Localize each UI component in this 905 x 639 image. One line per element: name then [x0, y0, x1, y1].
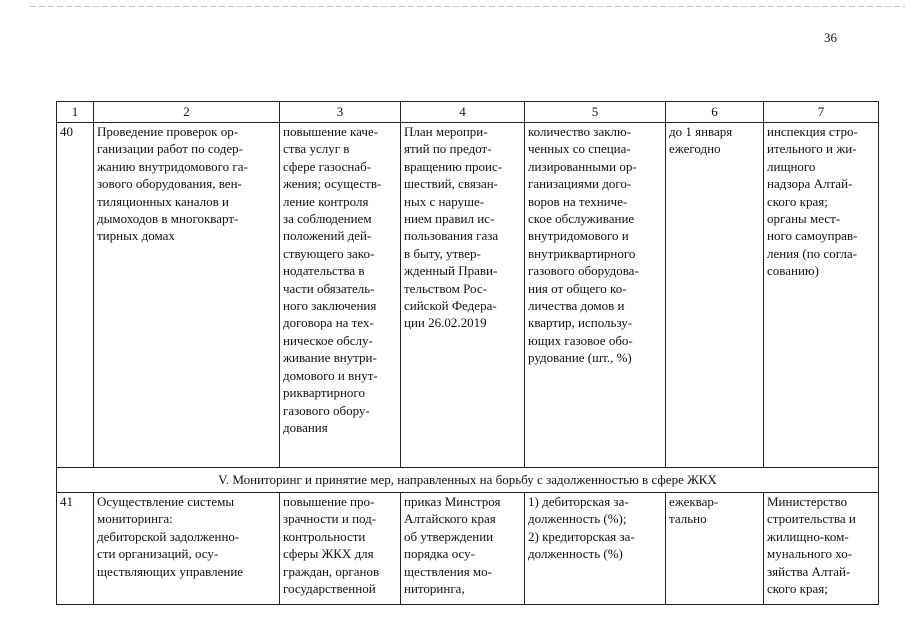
deadline-cell	[666, 123, 764, 468]
cell-text-line: личества домов и	[528, 298, 625, 314]
responsible-cell	[764, 493, 879, 605]
row-number: 41	[57, 493, 94, 605]
cell-text-line: строительства и	[767, 511, 856, 527]
cell-text-line: сфере газоснаб-	[283, 158, 372, 174]
cell-text-line: ного самоуправ-	[767, 228, 858, 244]
cell-text-line: зяйства Алтай-	[767, 563, 851, 579]
cell-text-line: жилищно-ком-	[767, 528, 849, 544]
cell-text-line: зрачности и под-	[283, 511, 377, 527]
cell-text-line: дебиторской задолженно-	[97, 528, 240, 544]
cell-text-line: внутридомового и	[528, 228, 629, 244]
cell-text-line: положений дей-	[283, 228, 372, 244]
cell-text-line: риквартирного	[283, 385, 365, 401]
goal-cell	[280, 123, 401, 468]
cell-text-line: ствующего зако-	[283, 245, 375, 261]
cell-text-line: пользования газа	[404, 228, 499, 244]
cell-text-line: 1) дебиторская за-	[528, 494, 629, 509]
cell-text-line: сованию)	[767, 263, 819, 279]
cell-text-line: лизированными ор-	[528, 158, 637, 174]
cell-text-line: ющих газовое обо-	[528, 332, 633, 348]
header-cell: 5	[525, 102, 666, 123]
cell-text-line: ченных со специа-	[528, 141, 631, 157]
cell-text-line: граждан, органов	[283, 563, 380, 579]
header-cell: 2	[94, 102, 280, 123]
cell-text-line: ганизации работ по содер-	[97, 141, 244, 157]
cell-text-line: до 1 января	[669, 124, 733, 139]
cell-text-line: жденный Прави-	[404, 263, 498, 279]
cell-text-line: воров на техниче-	[528, 193, 628, 209]
cell-text-line: тельством Рос-	[404, 280, 487, 296]
cell-text-line: сти организаций, осу-	[97, 546, 219, 562]
cell-text-line: дымоходов в многокварт-	[97, 211, 239, 227]
cell-text-line: порядка осу-	[404, 546, 475, 562]
cell-text-line: инспекция стро-	[767, 124, 858, 139]
cell-text-line: ниторинга,	[404, 581, 465, 597]
measure-name-cell	[94, 123, 280, 468]
cell-text-line: ежеквар-	[669, 494, 719, 509]
cell-text-line: жанию внутридомового га-	[97, 158, 248, 174]
cell-text-line: органы мест-	[767, 211, 841, 227]
indicator-cell	[525, 493, 666, 605]
document-cell	[401, 123, 525, 468]
cell-text-line: количество заклю-	[528, 124, 632, 139]
cell-text-line: нодательства в	[283, 263, 365, 279]
cell-text-line: Осуществление системы	[97, 494, 235, 509]
cell-text-line: рудование (шт., %)	[528, 350, 632, 366]
cell-text-line: ществляющих управление	[97, 563, 244, 579]
cell-text-line: тально	[669, 511, 707, 527]
cell-text-line: ятий по предот-	[404, 141, 492, 157]
cell-text-line: внутриквартирного	[528, 245, 636, 261]
cell-text-line: ции 26.02.2019	[404, 315, 487, 331]
cell-text-line: газового обору-	[283, 402, 370, 418]
section-row	[57, 468, 879, 493]
responsible-cell	[764, 123, 879, 468]
cell-text-line: мунального хо-	[767, 546, 853, 562]
cell-text-line: ганизациями дого-	[528, 176, 632, 192]
header-cell: 3	[280, 102, 401, 123]
cell-text-line: ния от общего ко-	[528, 280, 627, 296]
measures-table	[56, 101, 879, 605]
goal-cell	[280, 493, 401, 605]
measure-name-cell	[94, 493, 280, 605]
cell-text-line: Алтайского края	[404, 511, 496, 527]
cell-text-line: лищного	[767, 158, 816, 174]
cell-text-line: газового оборудова-	[528, 263, 639, 279]
cell-text-line: нием правил ис-	[404, 211, 495, 227]
cell-text-line: План меропри-	[404, 124, 488, 139]
cell-text-line: дования	[283, 419, 328, 435]
cell-text-line: сферы ЖКХ для	[283, 546, 374, 562]
header-cell: 1	[57, 102, 94, 123]
cell-text-line: ного заключения	[283, 298, 377, 314]
cell-text-line: Министерство	[767, 494, 848, 509]
cell-text-line: государственной	[283, 581, 376, 597]
scan-edge-line	[30, 6, 905, 7]
cell-text-line: шествий, связан-	[404, 176, 499, 192]
cell-text-line: повышение каче-	[283, 124, 379, 139]
cell-text-line: ление контроля	[283, 193, 369, 209]
cell-text-line: ежегодно	[669, 141, 721, 157]
cell-text-line: надзора Алтай-	[767, 176, 853, 192]
cell-text-line: жения; осуществ-	[283, 176, 382, 192]
cell-text-line: сийской Федера-	[404, 298, 497, 314]
cell-text-line: ства услуг в	[283, 141, 350, 157]
cell-text-line: договора на тех-	[283, 315, 374, 331]
document-cell	[401, 493, 525, 605]
cell-text-line: 2) кредиторская за-	[528, 528, 635, 544]
cell-text-line: долженность (%);	[528, 511, 627, 527]
cell-text-line: тирных домах	[97, 228, 175, 244]
cell-text-line: контрольности	[283, 528, 366, 544]
cell-text-line: приказ Минстроя	[404, 494, 501, 509]
cell-text-line: повышение про-	[283, 494, 375, 509]
cell-text-line: ных с наруше-	[404, 193, 485, 209]
cell-text-line: зового оборудования, вен-	[97, 176, 242, 192]
cell-text-line: вращению проис-	[404, 158, 503, 174]
cell-text-line: квартир, использу-	[528, 315, 633, 331]
header-cell: 4	[401, 102, 525, 123]
indicator-cell	[525, 123, 666, 468]
row-number: 40	[57, 123, 94, 468]
cell-text-line: ительного и жи-	[767, 141, 857, 157]
cell-text-line: в быту, утвер-	[404, 245, 481, 261]
page-number: 36	[824, 30, 837, 45]
cell-text-line: мониторинга:	[97, 511, 173, 527]
table-row	[57, 123, 879, 468]
cell-text-line: домового и внут-	[283, 367, 378, 383]
cell-text-line: ническое обслу-	[283, 332, 373, 348]
table-header-row	[57, 102, 879, 123]
cell-text-line: части обязатель-	[283, 280, 375, 296]
cell-text-line: за соблюдением	[283, 211, 372, 227]
cell-text-line: ления (по согла-	[767, 245, 857, 261]
cell-text-line: долженность (%)	[528, 546, 623, 562]
header-cell: 7	[764, 102, 879, 123]
cell-text-line: ское обслуживание	[528, 211, 635, 227]
cell-text-line: тиляционных каналов и	[97, 193, 229, 209]
cell-text-line: ществления мо-	[404, 563, 492, 579]
cell-text-line: ского края;	[767, 581, 828, 597]
header-cell: 6	[666, 102, 764, 123]
cell-text-line: живание внутри-	[283, 350, 377, 366]
section-title: V. Мониторинг и принятие мер, направленных на борьбу с задолженностью в сфере ЖКХ	[57, 468, 879, 493]
cell-text-line: Проведение проверок ор-	[97, 124, 239, 139]
table-row	[57, 493, 879, 605]
cell-text-line: ского края;	[767, 193, 828, 209]
deadline-cell	[666, 493, 764, 605]
cell-text-line: об утверждении	[404, 528, 494, 544]
